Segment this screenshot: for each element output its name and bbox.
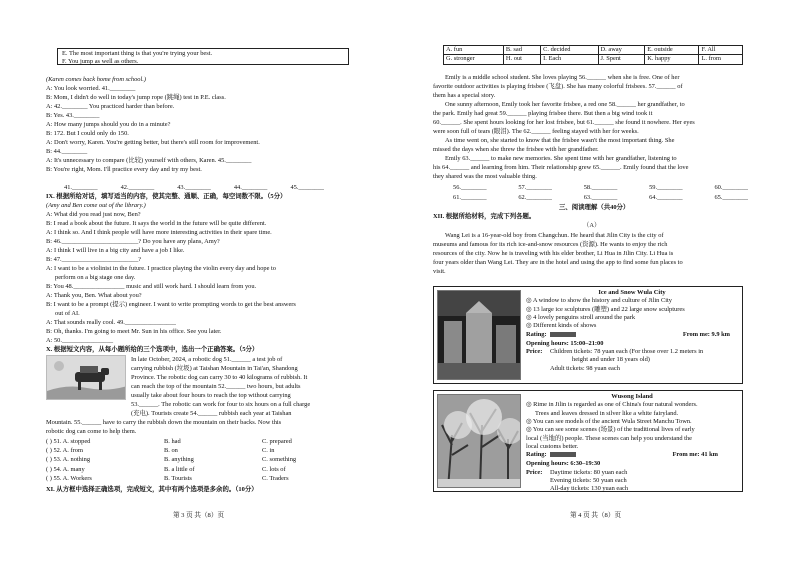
answer-blank[interactable]: 45.________ <box>290 184 324 191</box>
option-e: E. The most important thing is that you're trying your best. <box>62 50 213 57</box>
ad-wusong-island[interactable] <box>433 390 743 492</box>
word-option: I. Each <box>541 55 598 64</box>
passage10-line: can reach the top of the mountain 52.______ two hours, but adults <box>131 383 301 390</box>
answer-blank[interactable]: 42.________ <box>120 184 155 191</box>
answer-blank[interactable]: 41.________ <box>64 184 98 191</box>
dialogue1-line: B: 172. But I could only do 150. <box>46 130 129 137</box>
section-11-title: XI. 从方框中选择正确选项，完成短文，其中有两个选项是多余的。（10分） <box>46 486 258 493</box>
ad2-text <box>526 393 738 494</box>
ad2-item: Trees and leaves dressed in silver like a white fairyland. <box>535 409 679 417</box>
word-option: G. stronger <box>444 55 504 64</box>
passage-a-line: visit. <box>433 268 446 275</box>
dialogue2-line: A: Thank you, Ben. What about you? <box>46 292 142 299</box>
answer-blank[interactable]: 61.________ <box>453 194 487 201</box>
ad2-item: ◎ You can see models of the ancient Wula Street Manchu Town. <box>526 418 692 426</box>
ad1-rating-label: Rating: <box>526 330 547 338</box>
option-c[interactable]: C. Traders <box>262 475 289 483</box>
answer-blank[interactable]: 59.________ <box>649 184 683 191</box>
ad1-item: ◎ A window to show the history and culture of Jilin City <box>526 297 672 305</box>
option-a[interactable]: ( ) 51. A. stopped <box>46 437 91 445</box>
question-row[interactable] <box>46 446 346 455</box>
option-a[interactable]: ( ) 54. A. many <box>46 465 85 473</box>
dialogue1-line: A: How many jumps should you do in a minute? <box>46 121 171 128</box>
word-option: C. decided <box>541 46 598 55</box>
dialogue2-line: A: I think I will live in a big city and have a job I like. <box>46 247 185 254</box>
dialogue1-scene: (Karen comes back home from school.) <box>46 76 146 83</box>
ad2-item: local (当地的) people. These scenes can help you understand the <box>526 434 692 442</box>
ad2-price: Daytime tickets: 80 yuan each <box>550 468 628 476</box>
ad2-price: All-day tickets: 130 yuan each <box>550 485 629 493</box>
dialogue2-line: B: Oh, thanks. I'm going to meet Mr. Sun in his office. See you later. <box>46 328 222 335</box>
answer-blank[interactable]: 44.________ <box>233 184 268 191</box>
section-10-title: X. 根据短文内容，从每小题所给的三个选项中，选出一个正确答案。（5分） <box>46 346 259 353</box>
passage-a-line: museums and famous for its rich ice-and-snow resources (资源). He wants to enjoy the rich <box>433 241 668 248</box>
ad1-title: Ice and Snow Wula City <box>598 289 666 296</box>
answer-blank[interactable]: 62.________ <box>518 194 552 201</box>
option-a[interactable]: ( ) 53. A. nothing <box>46 456 91 464</box>
answer-blank[interactable]: 57.________ <box>518 184 552 191</box>
page-footer: 第 3 页 共（8）页 <box>172 512 225 519</box>
answer-blank[interactable]: 43.________ <box>177 184 211 191</box>
passage10-line: carrying rubbish (垃圾) at Taishan Mountain in Tai'an, Shandong <box>131 365 298 372</box>
answer-blanks-41-45 <box>64 184 324 192</box>
passage10-line: robotic dog can come to help them. <box>46 428 137 435</box>
dialogue1-line: A: You look worried. 41.________ <box>46 85 136 92</box>
ad2-price-label: Price: <box>526 468 543 476</box>
passage10-line: Mountain. 55.______ have to carry the rubbish down the mountain on their backs. Now this <box>46 419 282 426</box>
ad2-rating-label: Rating: <box>526 451 547 459</box>
dialogue1-line: B: You're right, Mom. I'll practice every day and try my best. <box>46 166 202 173</box>
dialogue2-line: out of AI. <box>55 310 80 317</box>
dialogue1-line: B: 44.________ <box>46 148 88 155</box>
ad1-hours: Opening hours: 15:00–21:00 <box>526 339 604 347</box>
passage11-line: missed the days when she threw the frisbee with her grandfather. <box>433 146 599 153</box>
dialogue2-line: B: You 48.________________ music and still work hard. I should learn from you. <box>46 283 257 290</box>
dialogue2-line: B: I want to be a prompt (提示) engineer. I want to write prompting words to get the best answers <box>46 301 296 308</box>
passage11-line: As time went on, she started to know that the frisbee wasn't the most important thing. She <box>445 137 675 144</box>
option-a[interactable]: ( ) 55. A. Workers <box>46 475 92 483</box>
answer-blanks-61-65 <box>453 194 748 202</box>
rating-stars-icon <box>550 452 576 457</box>
page-footer: 第 4 页 共（8）页 <box>569 512 622 519</box>
passage11-line: Emily is a middle school student. She loves playing 56.______ when she is free. One of her <box>445 74 680 81</box>
answer-blank[interactable]: 56.________ <box>453 184 487 191</box>
ad1-item: ◎ 13 large ice sculptures (雕塑) and 22 large snow sculptures <box>526 305 685 313</box>
option-c[interactable]: C. something <box>262 456 297 464</box>
ad2-price: Evening tickets: 50 yuan each <box>550 477 627 485</box>
rating-stars-icon <box>550 332 576 337</box>
ad1-text <box>526 289 738 373</box>
dialogue1-line: A: It's unnecessary to compare (比较) yourself with others, Karen. 45.________ <box>46 157 252 164</box>
dialogue1-line: B: Yes. 43.________ <box>46 112 100 119</box>
word-option-box <box>443 45 743 65</box>
question-row[interactable] <box>46 465 346 474</box>
passage-a-line: resources of the city. Now he is traveling with his elder brother, Li Hua in Jilin City. Li Hua is <box>433 250 674 257</box>
passage-a-line: four years older than Wang Lei. They are in the hotel and using the app to find some fun places to <box>433 259 683 266</box>
passage11-line: Emily 63.______ to make new memories. She spent time with her grandfather, listening to <box>445 155 677 162</box>
question-row[interactable] <box>46 437 346 446</box>
question-row[interactable] <box>46 456 346 465</box>
dialogue2-line: B: 47.________________________? <box>46 256 142 263</box>
options-box <box>57 48 349 65</box>
passage10-line: usually take about four hours to reach the top without carrying <box>131 392 291 399</box>
dialogue2-line: perform on a big stage one day. <box>55 274 136 281</box>
option-c[interactable]: C. in <box>262 446 275 454</box>
passage-a-line: Wang Lei is a 16-year-old boy from Changchun. He heard that Jilin City is the city of <box>445 232 664 239</box>
word-option: K. happy <box>645 55 699 64</box>
answer-blanks-56-60 <box>453 184 748 192</box>
passage10-line: In late October, 2024, a robotic dog 51.______ a test job of <box>131 356 283 363</box>
word-option: F. All <box>699 46 743 55</box>
passage11-line: 60.______. She spent hours looking for her lost frisbee, but 61.______ she found it nowhere. Her eyes <box>433 119 695 126</box>
answer-blank[interactable]: 64.________ <box>649 194 683 201</box>
option-f: F. You jump as well as others. <box>62 58 139 66</box>
passage11-line: One sunny afternoon, Emily took her favorite frisbee, a red one 58.______ her grandfather, to <box>445 101 685 108</box>
word-option: H. out <box>503 55 540 64</box>
section-10-options <box>46 437 346 484</box>
ad2-distance: From me: 41 km <box>672 451 718 459</box>
option-b[interactable]: B. on <box>164 446 178 454</box>
option-b[interactable]: B. Tourists <box>164 475 192 483</box>
passage11-line: they shared was the most valuable thing. <box>433 173 537 180</box>
dialogue2-line: B: I read a book about the future. It says the world in the future will be quite different. <box>46 220 267 227</box>
dialogue1-line: A: 42.________ You practiced harder than before. <box>46 103 175 110</box>
option-b[interactable]: B. had <box>164 437 181 445</box>
answer-blank[interactable]: 65.________ <box>714 194 748 201</box>
ad1-item: ◎ Different kinds of shows <box>526 322 597 330</box>
ad2-title: Wusong Island <box>611 393 653 400</box>
ad1-price: Children tickets: 78 yuan each (For those over 1.2 meters in <box>550 348 704 356</box>
dialogue2-line: A: What did you read just now, Ben? <box>46 211 141 218</box>
section-9-title: IX. 根据所给对话，填写适当的内容，使其完整、通顺、正确，每空词数不限。（5分） <box>46 193 287 200</box>
ad2-hours: Opening hours: 6:30–19:30 <box>526 460 601 468</box>
passage11-line: favorite outdoor activities is playing frisbee (飞盘). She has many colorful frisbees. 57.______ of <box>433 83 683 90</box>
passage11-line: his 64.______ and learning from him. Their relationship grew 65.______. Emily found that the love <box>433 164 689 171</box>
robotic-dog-photo <box>46 355 126 400</box>
word-option: L. from <box>699 55 743 64</box>
dialogue2-line: B: 46.________________________? Do you have any plans, Amy? <box>46 238 220 245</box>
option-c[interactable]: C. prepared <box>262 437 292 445</box>
passage10-line: Province. The robotic dog can carry 30 to 40 kilograms of rubbish. It <box>131 374 308 381</box>
passage11-line: the park. Emily had great 59.______ playing frisbee there. But then a big wind took it <box>433 110 653 117</box>
dialogue2-scene: (Amy and Ben come out of the library.) <box>46 202 146 209</box>
wusong-island-photo <box>437 394 521 488</box>
part-3-title: 三、阅读理解（共40分） <box>559 204 630 211</box>
ad2-item: ◎ Rime in Jilin is regarded as one of China's four natural wonders. <box>526 401 698 409</box>
dialogue1-line: B: Mom, I didn't do well in today's jump rope (跳绳) test in P.E. class. <box>46 94 226 101</box>
passage11-line: them has a special story. <box>433 92 496 99</box>
word-option: J. Spent <box>598 55 645 64</box>
section-12-title: XII. 根据所给材料，完成下列各题。 <box>433 213 536 220</box>
option-b[interactable]: B. anything <box>164 456 194 464</box>
answer-blank[interactable]: 60.________ <box>714 184 748 191</box>
dialogue2-line: A: That sounds really cool. 49.________________ <box>46 319 176 326</box>
ad1-item: ◎ 4 lovely penguins stroll around the park <box>526 314 636 322</box>
ad1-price: Adult tickets: 98 yuan each <box>550 364 620 372</box>
word-option: E. outside <box>645 46 699 55</box>
sub-section-a: （A） <box>583 222 601 229</box>
passage10-line: 53.______. The robotic can work for four to six hours on a full charge <box>131 401 311 408</box>
ad-ice-and-snow-wula-city[interactable] <box>433 286 743 384</box>
ice-city-photo <box>437 290 521 380</box>
dialogue2-line: A: I want to be a violinist in the future. I practice playing the violin every day and hope to <box>46 265 276 272</box>
passage11-line: were soon full of tears (眼泪). The 62.______ feeling stayed with her for weeks. <box>433 128 639 135</box>
word-option: B. sad <box>503 46 540 55</box>
question-row[interactable] <box>46 475 346 484</box>
option-c[interactable]: C. lots of <box>262 465 286 473</box>
option-b[interactable]: B. a little of <box>164 465 195 473</box>
word-option: A. fun <box>444 46 504 55</box>
answer-blank[interactable]: 58.________ <box>583 184 618 191</box>
dialogue2-line: A: 50.________________ <box>46 337 114 344</box>
ad1-distance: From me: 9.9 km <box>682 330 730 338</box>
ad1-price-label: Price: <box>526 348 543 356</box>
passage10-line: (充电). Tourists create 54.______ rubbish each year at Taishan <box>131 410 292 417</box>
dialogue1-line: A: Don't worry, Karen. You're getting better, but there's still room for improvement. <box>46 139 260 146</box>
answer-blank[interactable]: 63.________ <box>583 194 618 201</box>
ad1-price: height and under 18 years old) <box>572 356 650 364</box>
ad2-item: local customs better. <box>526 443 579 451</box>
dialogue2-line: A: I think so. And I think people will have more interesting activities in their spare time. <box>46 229 272 236</box>
ad2-item: ◎ You can see some scenes (场景) of the traditional lives of early <box>526 426 695 434</box>
word-option: D. away <box>598 46 645 55</box>
option-a[interactable]: ( ) 52. A. from <box>46 446 83 454</box>
